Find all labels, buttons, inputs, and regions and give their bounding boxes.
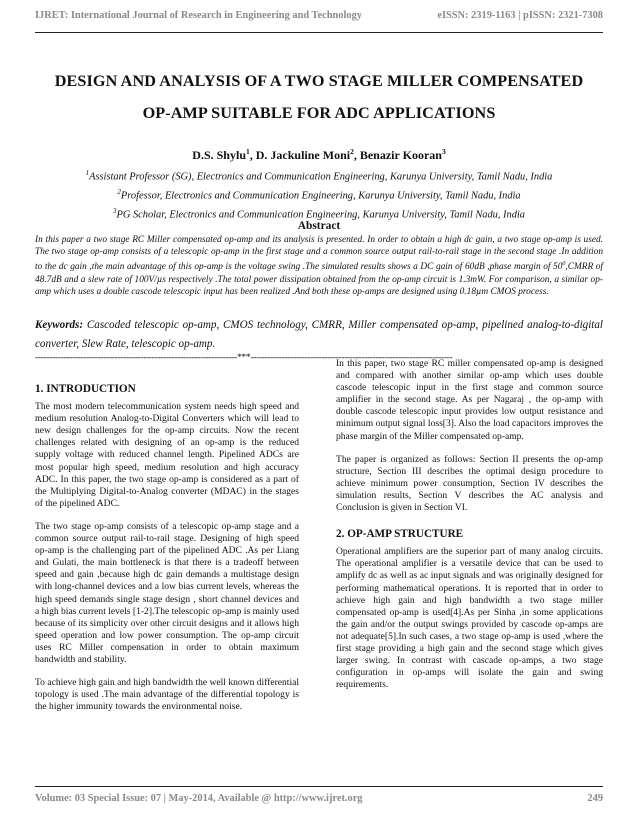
keywords-text: Cascoded telescopic op-amp, CMOS technology, CMRR, Miller compensated op-amp, pipelined analog-to-digital converter, Slew Rate, telescopic op-amp.	[35, 319, 603, 350]
page-header	[35, 10, 603, 33]
author-name: D.S. Shylu	[192, 148, 246, 162]
paper-title-line-1: DESIGN AND ANALYSIS OF A TWO STAGE MILLER COMPENSATED	[54, 72, 584, 90]
body-paragraph: The most modern telecommunication system needs high speed and medium resolution Analog-to-Digital Converters which will lead to new design challenges for the op-amp circuits. Now the recent challenges related with designing of an op-amp is the reduced supply voltage with reduced channel length. Pipelined ADCs are most popular high speed, medium resolution and high accuracy ADC. In this paper, the two stage op-amp is considered as a part of the Multiplying Digital-to-Analog converter (MDAC) in the stages of the pipelined ADC.	[35, 401, 299, 509]
affiliation-text: Assistant Professor (SG), Electronics and Communication Engineering, Karunya University, Tamil Nadu, India	[89, 171, 553, 183]
body-paragraph: In this paper, two stage RC miller compensated op-amp is designed and compared with another similar op-amp which uses double cascode telescopic input in the first stage and common source amplifier in the second stage. As per Nagaraj , the op-amp with double cascode telescopic input provides low output resistance and minimum output signal loss[3]. Also the load capacitors improves the phase margin of the Miller compensated op-amp.	[336, 358, 603, 442]
author-sup: 2	[350, 147, 354, 156]
section-heading-introduction: 1. INTRODUCTION	[35, 383, 136, 395]
abstract-heading: Abstract	[297, 220, 341, 232]
degree-sup: 0	[562, 261, 566, 268]
section-separator: -----------------------------------------------------------------------***-----------------------------------------------------------------------	[35, 352, 453, 363]
page-footer	[35, 786, 603, 804]
affiliation-sup: 1	[85, 169, 90, 177]
paper-title-line-2: OP-AMP SUITABLE FOR ADC APPLICATIONS	[142, 104, 496, 122]
affiliation-text: PG Scholar, Electronics and Communication Engineering, Karunya University, Tamil Nadu, India	[116, 209, 525, 221]
abstract-part-1: In this paper a two stage RC Miller compensated op-amp and its analysis is presented. In order to obtain a high dc gain, a two stage op-amp is used. The two stage op-amp consists of a telescopic op-amp in the first stage and a common source output rail-to-rail stage in the second stage .In addition to the dc gain ,the main advantage of this op-amp is the voltage swing .The simulated results shows a DC gain of 60dB ,phase margin of 50	[35, 235, 603, 273]
issn-info: eISSN: 2319-1163 | pISSN: 2321-7308	[437, 10, 603, 21]
section-heading-op-amp-structure: 2. OP-AMP STRUCTURE	[336, 528, 464, 541]
body-paragraph: To achieve high gain and high bandwidth the well known differential topology is used .The main advantage of the differential topology is the higher immunity towards the environmental noise.	[35, 677, 299, 713]
author-name: D. Jackuline Moni	[255, 148, 351, 162]
author-list: D.S. Shylu$^1$, D. Jackuline Moni$^2$, Benazir Kooran$^3$	[192, 147, 446, 162]
keywords-label: Keywords:	[35, 319, 84, 331]
author-sup: 3	[441, 147, 446, 156]
author-name: Benazir Kooran	[359, 148, 442, 162]
affiliation-sup: 2	[117, 188, 121, 197]
right-column	[336, 358, 603, 702]
affiliation-sup: 3	[113, 207, 117, 216]
affiliations	[0, 166, 638, 223]
abstract-part-2: ,CMRR of 48.7dB and a slew rate of 100V/µs respectively .The total power dissipation obtained from the op-amp circuit is 1.3mW. For comparison, a similar op-amp which uses a double cascode telescopic input has been realized .And both these op-amps are designed using 0.18µm CMOS process.	[35, 262, 603, 297]
affiliation	[0, 185, 638, 204]
abstract-text	[35, 234, 603, 298]
affiliation-text: Professor, Electronics and Communication Engineering, Karunya University, Tamil Nadu, India	[120, 190, 521, 202]
body-paragraph: The two stage op-amp consists of a telescopic op-amp stage and a common source output rail-to-rail stage. Designing of high speed op-amp is the challenging part of the pipelined ADC .As per Liang and Gulati, the main bottleneck is that there is a tradeoff between speed and gain ,because high dc gain demands a multistage design with long-channel devices and a low bias current levels, whereas the high speed demands single stage design , short channel devices and a high bias current levels [1-2].The telescopic op-amp is mainly used because of its simplicity over other circuit designs and it allows high speed operation and low power consumption. The op-amp circuit uses RC Miller compensation in order to obtain maximum bandwidth and stability.	[35, 520, 299, 665]
left-column	[35, 383, 299, 724]
affiliation	[0, 166, 638, 185]
page-number: 249	[587, 793, 603, 804]
body-paragraph: Operational amplifiers are the superior part of many analog circuits. The operational amplifier is a versatile device that can be used to amplify dc as well as ac input signals and was originally designed for performing mathematical operations. It is reported that in order to achieve high gain and high bandwidth a two stage miller compensated op-amp is used[4].As per Sinha ,in some applications the gain and/or the output swings provided by cascode op-amps are not adequate[5].In such cases, a two stage op-amp is used ,where the first stage providing a high gain and the second stage which gives larger swing. In contrast with cascade op-amps, a two stage configuration in op-amps will isolate the gain and swing requirements.	[336, 546, 603, 691]
keywords	[35, 316, 603, 354]
journal-name: IJRET: International Journal of Research in Engineering and Technology	[35, 10, 362, 21]
volume-info: Volume: 03 Special Issue: 07 | May-2014, Available @ http://www.ijret.org	[35, 793, 363, 804]
body-paragraph: The paper is organized as follows: Section II presents the op-amp structure, Section III describes the optimal design procedure to achieve minimum power consumption, Section IV describes the simulation results, Section V describes the AC analysis and Conclusion is given in Section VI.	[336, 453, 603, 514]
author-sup: 1	[246, 147, 250, 156]
